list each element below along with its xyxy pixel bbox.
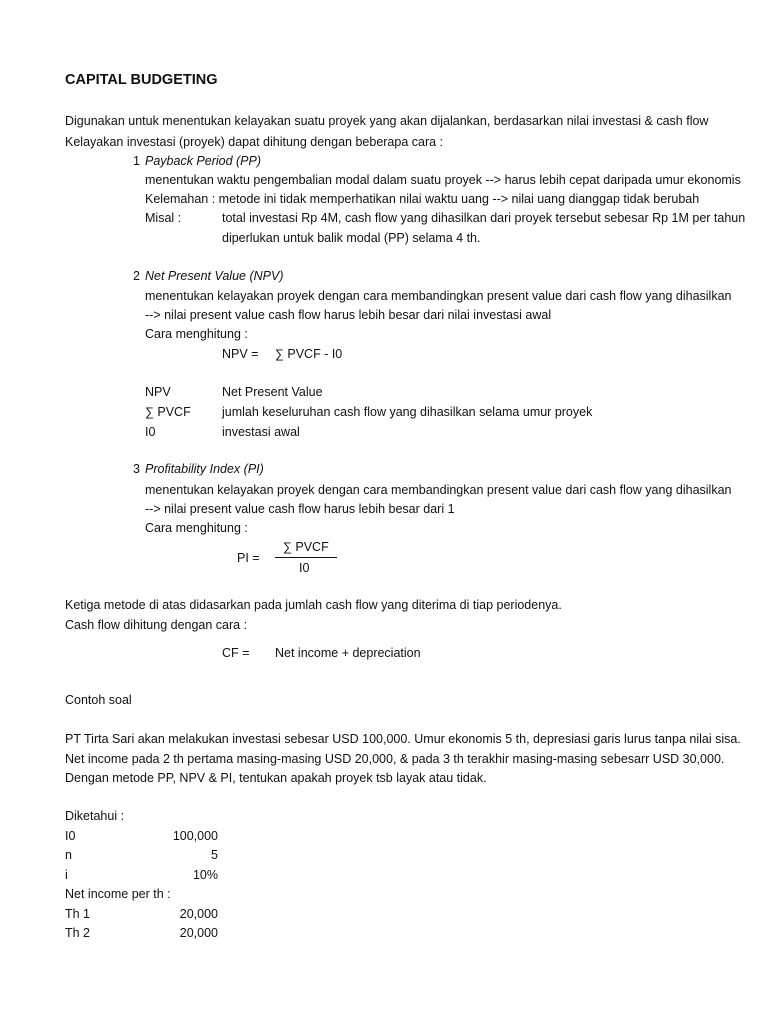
page-title: CAPITAL BUDGETING [65, 72, 218, 88]
npv-formula-lhs: NPV = [222, 347, 259, 361]
pp-example-line-1: total investasi Rp 4M, cash flow yang dihasilkan dari proyek tersebut sebesar Rp 1M per tahun [222, 211, 746, 225]
cf-formula-lhs: CF = [222, 646, 250, 660]
npv-formula-rhs: ∑ PVCF - I0 [275, 347, 343, 361]
net-income-value-th2: 20,000 [179, 926, 218, 940]
pi-rule: --> nilai present value cash flow harus lebih besar dari 1 [145, 502, 455, 516]
cashflow-line-2: Cash flow dihitung dengan cara : [65, 618, 248, 632]
net-income-heading: Net income per th : [65, 887, 171, 901]
net-income-label-th2: Th 2 [65, 926, 91, 940]
pp-weakness: Kelemahan : metode ini tidak memperhatikan nilai waktu uang --> nilai uang dianggap tidak berubah [145, 192, 700, 206]
pp-example-line-2: diperlukan untuk balik modal (PP) selama 4 th. [222, 231, 481, 245]
fraction-bar [275, 557, 337, 558]
pi-number: 3 [133, 462, 140, 476]
pp-number: 1 [133, 154, 140, 168]
cashflow-line-1: Ketiga metode di atas didasarkan pada jumlah cash flow yang diterima di tiap periodenya. [65, 598, 562, 612]
given-label-i: i [65, 868, 68, 882]
example-line-3: Dengan metode PP, NPV & PI, tentukan apakah proyek tsb layak atau tidak. [65, 771, 487, 785]
pvcf-def-term: ∑ PVCF [145, 405, 191, 419]
pi-numerator: ∑ PVCF [283, 540, 329, 554]
given-value-i0: 100,000 [172, 829, 218, 843]
pi-formula-lhs: PI = [237, 551, 260, 565]
example-heading: Contoh soal [65, 693, 132, 707]
pi-denominator: I0 [299, 561, 310, 575]
pvcf-def-text: jumlah keseluruhan cash flow yang dihasilkan selama umur proyek [222, 405, 593, 419]
i0-def-term: I0 [145, 425, 156, 439]
intro-line-1: Digunakan untuk menentukan kelayakan suatu proyek yang akan dijalankan, berdasarkan nilai investasi & cash flow [65, 114, 709, 128]
net-income-value-th1: 20,000 [179, 907, 218, 921]
given-value-n: 5 [211, 848, 218, 862]
intro-line-2: Kelayakan investasi (proyek) dapat dihitung dengan beberapa cara : [65, 135, 444, 149]
net-income-label-th1: Th 1 [65, 907, 91, 921]
npv-description: menentukan kelayakan proyek dengan cara membandingkan present value dari cash flow yang dihasilkan [145, 289, 732, 303]
given-label-i0: I0 [65, 829, 76, 843]
given-heading: Diketahui : [65, 809, 125, 823]
given-label-n: n [65, 848, 72, 862]
given-value-i: 10% [192, 868, 218, 882]
npv-heading: Net Present Value (NPV) [145, 269, 284, 283]
pp-description: menentukan waktu pengembalian modal dalam suatu proyek --> harus lebih cepat daripada umur ekonomis [145, 173, 741, 187]
pp-heading: Payback Period (PP) [145, 154, 262, 168]
npv-def-text: Net Present Value [222, 385, 323, 399]
cf-formula-rhs: Net income + depreciation [275, 646, 421, 660]
pp-example-label: Misal : [145, 211, 182, 225]
example-line-1: PT Tirta Sari akan melakukan investasi sebesar USD 100,000. Umur ekonomis 5 th, depresiasi garis lurus tanpa nilai sisa. [65, 732, 741, 746]
npv-calc-label: Cara menghitung : [145, 327, 248, 341]
npv-rule: --> nilai present value cash flow harus lebih besar dari nilai investasi awal [145, 308, 552, 322]
npv-number: 2 [133, 269, 140, 283]
pi-heading: Profitability Index (PI) [145, 462, 264, 476]
pi-description: menentukan kelayakan proyek dengan cara membandingkan present value dari cash flow yang dihasilkan [145, 483, 732, 497]
pi-calc-label: Cara menghitung : [145, 521, 248, 535]
i0-def-text: investasi awal [222, 425, 300, 439]
example-line-2: Net income pada 2 th pertama masing-masing USD 20,000, & pada 3 th terakhir masing-masing sebesarr USD 30,000. [65, 752, 725, 766]
npv-def-term: NPV [145, 385, 171, 399]
